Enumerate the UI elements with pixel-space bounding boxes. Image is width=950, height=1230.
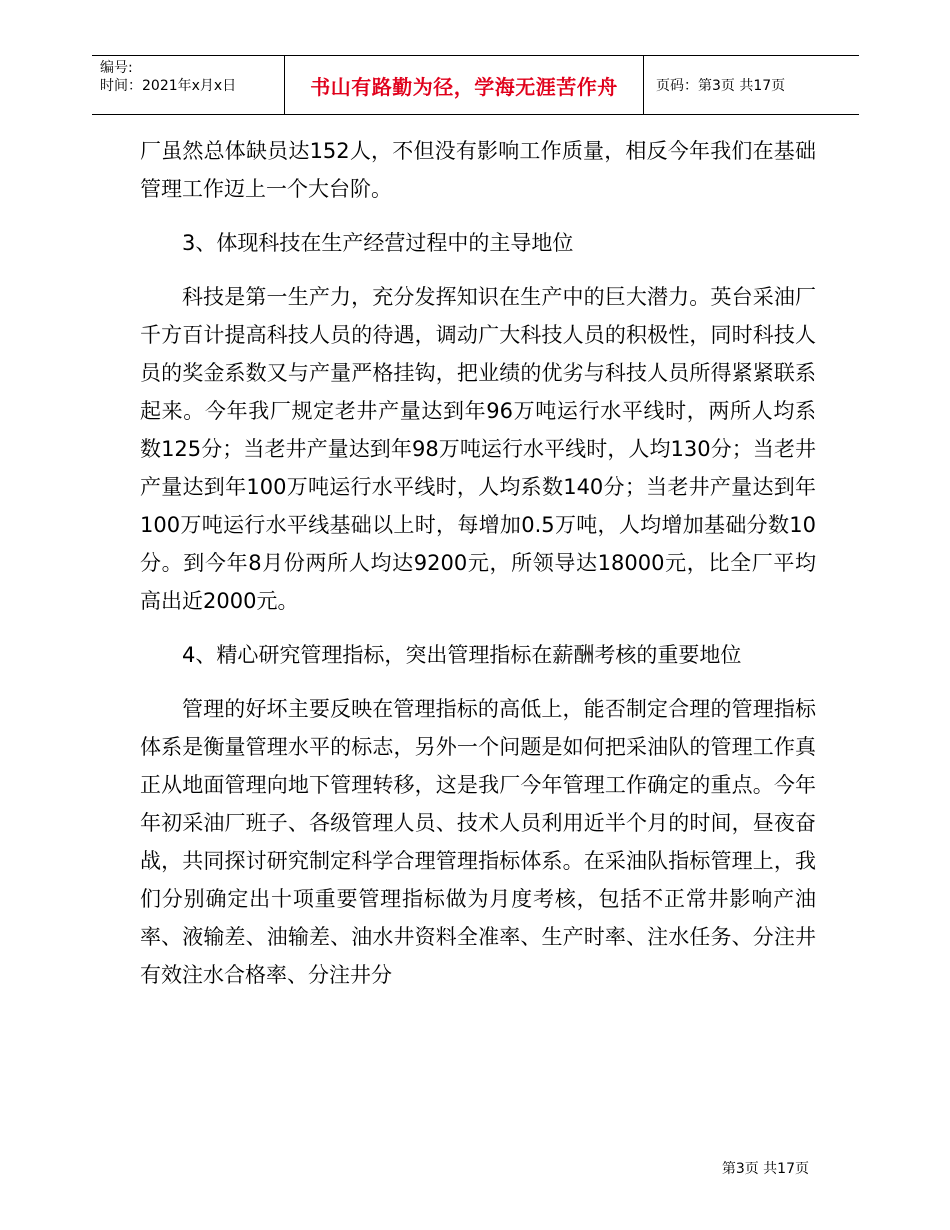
body-paragraph: 厂虽然总体缺员达152人，不但没有影响工作质量，相反今年我们在基础管理工作迈上一个大台阶。 [140,139,816,201]
header-motto: 书山有路勤为径，学海无涯苦作舟 [284,56,644,114]
section-heading: 4、精心研究管理指标，突出管理指标在薪酬考核的重要地位 [182,643,742,667]
document-number-label: 编号: [100,60,133,76]
page-footer: 第3页 共17页 [721,1161,809,1177]
header-page-number: 页码：第3页 共17页 [656,78,786,94]
body-paragraph: 科技是第一生产力，充分发挥知识在生产中的巨大潜力。英台采油厂千方百计提高科技人员的待遇，调动广大科技人员的积极性，同时科技人员的奖金系数又与产量严格挂钩，把业绩的优劣与科技人员所得紧紧联系起来。今年我厂规定老井产量达到年96万吨运行水平线时，两所人均系数125分；当老井产量达到年98万吨运行水平线时，人均130分；当老井产量达到年100万吨运行水平线时，人均系数140分；当老井产量达到年100万吨运行水平线基础以上时，每增加0.5万吨，人均增加基础分数10分。到今年8月份两所人均达9200元，所领导达18000元，比全厂平均高出近2000元。 [140,285,816,613]
header-meta [92,56,284,114]
document-body [140,132,816,994]
section-heading: 3、体现科技在生产经营过程中的主导地位 [182,231,574,255]
page-header [92,55,859,115]
document-time-label: 时间：2021年x月x日 [100,78,237,94]
body-paragraph: 管理的好坏主要反映在管理指标的高低上，能否制定合理的管理指标体系是衡量管理水平的标志，另外一个问题是如何把采油队的管理工作真正从地面管理向地下管理转移，这是我厂今年管理工作确定的重点。今年年初采油厂班子、各级管理人员、技术人员利用近半个月的时间，昼夜奋战，共同探讨研究制定科学合理管理指标体系。在采油队指标管理上，我们分别确定出十项重要管理指标做为月度考核，包括不正常井影响产油率、液输差、油输差、油水井资料全准率、生产时率、注水任务、分注井有效注水合格率、分注井分 [140,697,816,987]
